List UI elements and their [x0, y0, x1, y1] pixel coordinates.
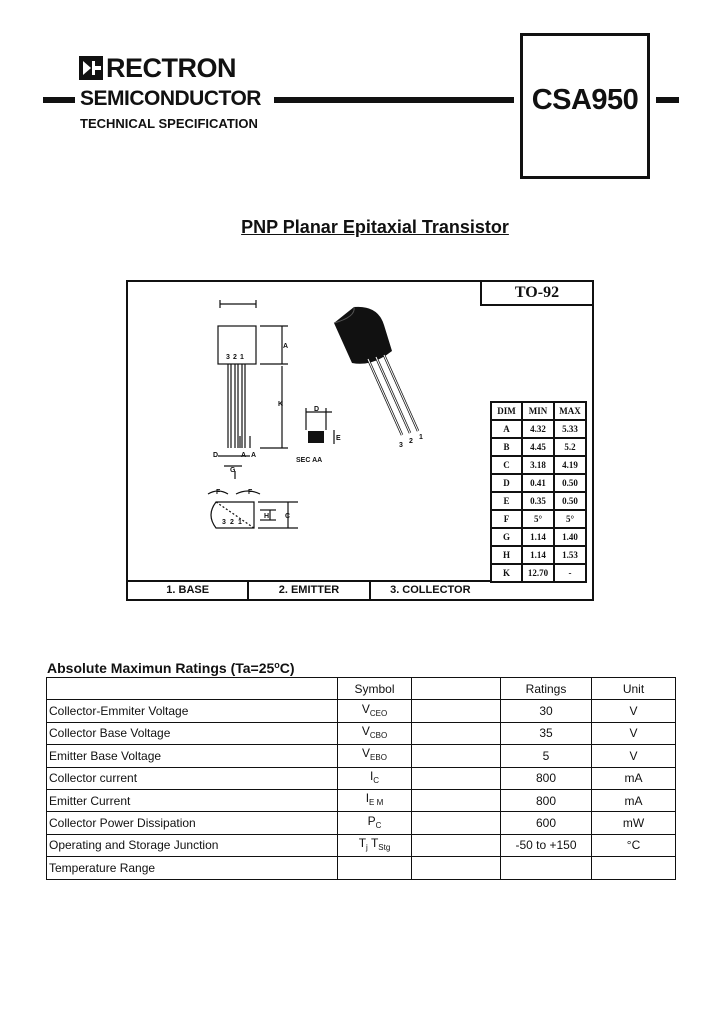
value-cell: 800	[501, 767, 592, 789]
ratings-header-row	[47, 678, 676, 700]
unit-cell	[592, 857, 676, 879]
symbol-cell: $V_{CEO}$	[338, 700, 412, 722]
svg-text:D: D	[213, 452, 219, 459]
value-cell	[501, 857, 592, 879]
svg-text:2: 2	[230, 519, 234, 526]
parameter-cell: Collector Base Voltage	[47, 722, 338, 744]
svg-text:H: H	[264, 513, 270, 520]
dimension-cell: 12.70	[522, 564, 554, 582]
ratings-row	[47, 700, 676, 722]
header-rule-right	[656, 97, 679, 103]
unit-cell: °C	[592, 834, 676, 856]
header-rule-middle	[274, 97, 514, 103]
ratings-row	[47, 834, 676, 856]
svg-text:C: C	[285, 513, 291, 520]
value-cell: 30	[501, 700, 592, 722]
ratings-row	[47, 812, 676, 834]
parameter-cell: Collector-Emmiter Voltage	[47, 700, 338, 722]
symbol-cell: $P_C$	[338, 812, 412, 834]
ratings-row	[47, 722, 676, 744]
ratings-row	[47, 789, 676, 811]
dimension-cell: B	[491, 438, 522, 456]
dimension-cell: H	[491, 546, 522, 564]
empty-cell	[412, 722, 501, 744]
svg-text:K: K	[278, 401, 284, 408]
empty-cell	[412, 767, 501, 789]
symbol-cell: $T_j$ $T_{Stg}$	[338, 834, 412, 856]
dimension-row	[491, 546, 586, 564]
dimension-cell: 0.41	[522, 474, 554, 492]
subtitle: TECHNICAL SPECIFICATION	[80, 116, 258, 131]
dimension-cell: 4.32	[522, 420, 554, 438]
3d-pin-label: 3	[399, 442, 403, 449]
dimension-row	[491, 510, 586, 528]
dimension-row	[491, 474, 586, 492]
symbol-cell: $V_{EBO}$	[338, 745, 412, 767]
svg-text:G: G	[230, 467, 236, 474]
unit-cell: mA	[592, 767, 676, 789]
dimension-cell: 3.18	[522, 456, 554, 474]
empty-cell	[412, 857, 501, 879]
parameter-cell: Emitter Base Voltage	[47, 745, 338, 767]
svg-text:1: 1	[238, 519, 242, 526]
3d-pin-label: 1	[419, 434, 423, 441]
dimension-cell: MAX	[554, 402, 586, 420]
svg-text:F: F	[216, 489, 221, 496]
empty-cell	[412, 789, 501, 811]
symbol-cell: $I_C$	[338, 767, 412, 789]
dimension-row	[491, 564, 586, 582]
dimension-row	[491, 402, 586, 420]
dimension-cell: 1.14	[522, 528, 554, 546]
dimension-cell: DIM	[491, 402, 522, 420]
symbol-cell	[338, 857, 412, 879]
dimension-cell: 0.35	[522, 492, 554, 510]
dimension-cell: 1.53	[554, 546, 586, 564]
dimension-row	[491, 528, 586, 546]
dimension-cell: MIN	[522, 402, 554, 420]
dimension-cell: K	[491, 564, 522, 582]
parameter-cell: Emitter Current	[47, 789, 338, 811]
value-cell: 600	[501, 812, 592, 834]
dimension-cell: 5°	[554, 510, 586, 528]
dimension-cell: D	[491, 474, 522, 492]
svg-text:D: D	[314, 406, 320, 413]
unit-cell: V	[592, 700, 676, 722]
division-name: SEMICONDUCTOR	[80, 87, 261, 110]
dimension-cell: 5°	[522, 510, 554, 528]
symbol-cell: $V_{CBO}$	[338, 722, 412, 744]
page-title: PNP Planar Epitaxial Transistor	[241, 217, 509, 237]
svg-text:A: A	[251, 452, 257, 459]
svg-text:E: E	[336, 435, 341, 442]
rectron-logo-icon	[79, 56, 103, 80]
dimension-row	[491, 492, 586, 510]
dimension-table	[490, 401, 587, 583]
dimension-row	[491, 456, 586, 474]
empty-cell	[412, 700, 501, 722]
dimension-cell: F	[491, 510, 522, 528]
value-cell: 35	[501, 722, 592, 744]
ratings-row	[47, 857, 676, 879]
ratings-row	[47, 745, 676, 767]
empty-cell	[412, 834, 501, 856]
dimension-cell: 4.45	[522, 438, 554, 456]
header-cell	[47, 678, 338, 700]
ratings-heading: Absolute Maximun Ratings $(Ta=25^oC)$	[47, 660, 295, 676]
dimension-cell: 0.50	[554, 474, 586, 492]
value-cell: 5	[501, 745, 592, 767]
package-name: TO-92	[480, 282, 592, 306]
dimension-cell: E	[491, 492, 522, 510]
value-cell: 800	[501, 789, 592, 811]
pin-label-collector: 3. COLLECTOR	[390, 584, 471, 596]
parameter-cell: Collector Power Dissipation	[47, 812, 338, 834]
header-cell	[412, 678, 501, 700]
dimension-cell: 5.33	[554, 420, 586, 438]
empty-cell	[412, 745, 501, 767]
unit-cell: mW	[592, 812, 676, 834]
dimension-cell: 1.14	[522, 546, 554, 564]
parameter-cell: Operating and Storage Junction	[47, 834, 338, 856]
dimension-cell: 4.19	[554, 456, 586, 474]
bottom-view-drawing	[198, 482, 308, 542]
unit-cell: V	[592, 722, 676, 744]
part-number: CSA950	[531, 84, 639, 116]
svg-text:A: A	[241, 452, 247, 459]
empty-cell	[412, 812, 501, 834]
header-cell: Symbol	[338, 678, 412, 700]
dimension-cell: -	[554, 564, 586, 582]
transistor-3d-icon	[326, 303, 436, 453]
value-cell: -50 to +150	[501, 834, 592, 856]
front-view-drawing	[200, 296, 300, 481]
front-pin-label: 3	[226, 354, 230, 361]
symbol-cell: $I_{E M}$	[338, 789, 412, 811]
section-label: SEC AA	[296, 457, 323, 464]
unit-cell: V	[592, 745, 676, 767]
dimension-cell: A	[491, 420, 522, 438]
ratings-table	[46, 677, 676, 880]
pin-label-base: 1. BASE	[128, 582, 249, 599]
brand-name: RECTRON	[106, 53, 236, 83]
ratings-row	[47, 767, 676, 789]
pin-label-emitter: 2. EMITTER	[249, 582, 370, 599]
dimension-cell: G	[491, 528, 522, 546]
svg-text:F: F	[248, 489, 253, 496]
dimension-row	[491, 438, 586, 456]
unit-cell: mA	[592, 789, 676, 811]
dimension-cell: 1.40	[554, 528, 586, 546]
front-pin-label: 2	[233, 354, 237, 361]
header-cell: Ratings	[501, 678, 592, 700]
header-rule-left	[43, 97, 75, 103]
dimension-cell: 0.50	[554, 492, 586, 510]
svg-text:A: A	[283, 343, 289, 350]
svg-text:3: 3	[222, 519, 226, 526]
pin-assignment-row	[128, 580, 490, 599]
header-cell: Unit	[592, 678, 676, 700]
3d-pin-label: 2	[409, 438, 413, 445]
parameter-cell: Temperature Range	[47, 857, 338, 879]
dimension-row	[491, 420, 586, 438]
front-pin-label: 1	[240, 354, 244, 361]
dimension-cell: 5.2	[554, 438, 586, 456]
parameter-cell: Collector current	[47, 767, 338, 789]
dimension-cell: C	[491, 456, 522, 474]
